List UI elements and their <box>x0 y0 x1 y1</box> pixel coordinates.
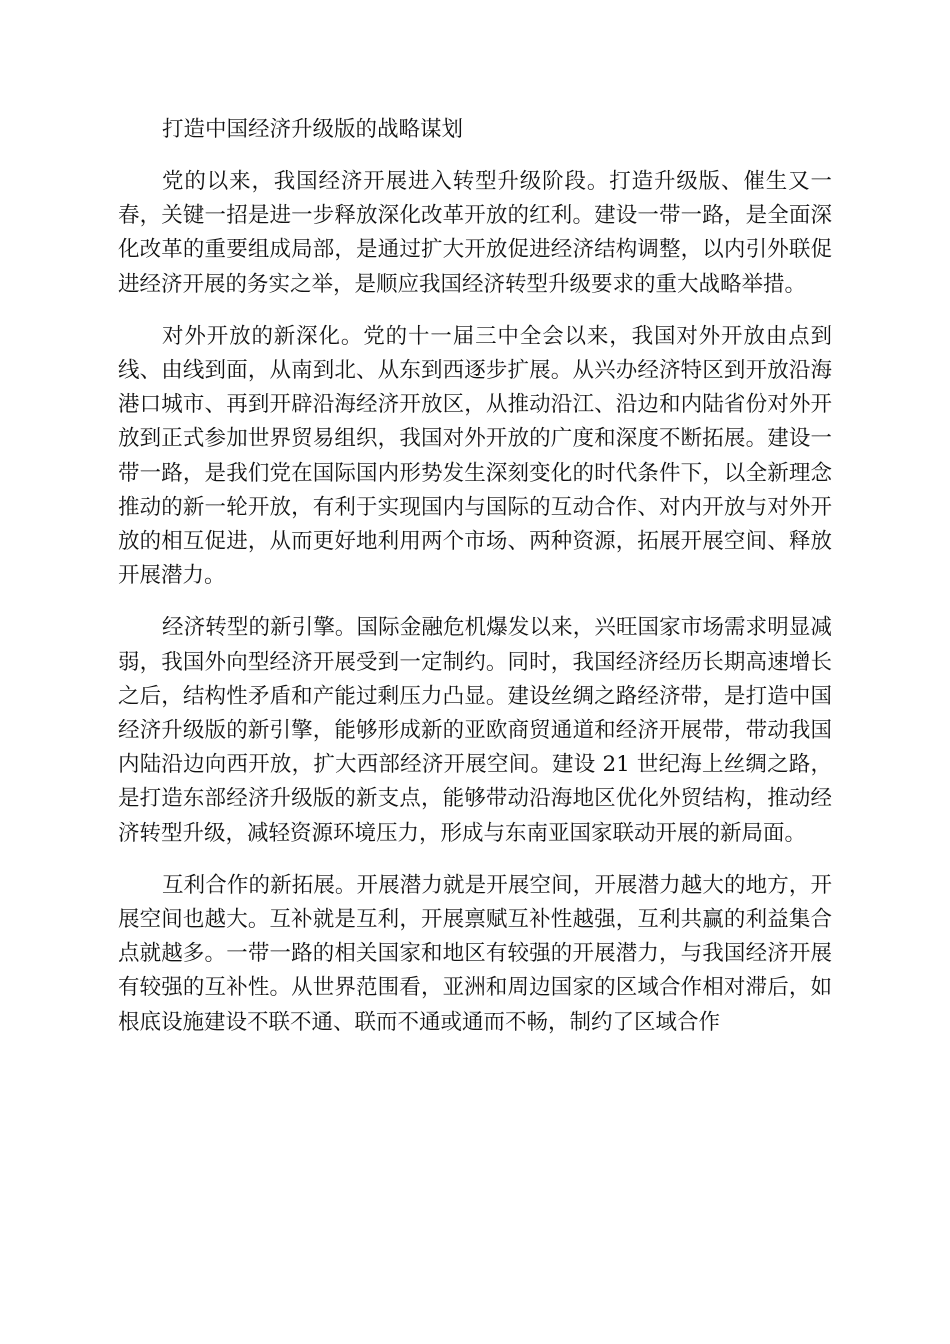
paragraph-opening-up: 对外开放的新深化。党的十一届三中全会以来，我国对外开放由点到线、由线到面，从南到北、从东到西逐步扩展。从兴办经济特区到开放沿海港口城市、再到开辟沿海经济开放区，从推动沿江、沿边和内陆省份对外开放到正式参加世界贸易组织，我国对外开放的广度和深度不断拓展。建设一带一路，是我们党在国际国内形势发生深刻变化的时代条件下，以全新理念推动的新一轮开放，有利于实现国内与国际的互动合作、对内开放与对外开放的相互促进，从而更好地利用两个市场、两种资源，拓展开展空间、释放开展潜力。 <box>118 323 832 589</box>
paragraph-economic-transformation: 经济转型的新引擎。国际金融危机爆发以来，兴旺国家市场需求明显减弱，我国外向型经济开展受到一定制约。同时，我国经济经历长期高速增长之后，结构性矛盾和产能过剩压力凸显。建设丝绸之路经济带，是打造中国经济升级版的新引擎，能够形成新的亚欧商贸通道和经济开展带，带动我国内陆沿边向西开放，扩大西部经济开展空间。建设 21 世纪海上丝绸之路，是打造东部经济升级版的新支点，能够带动沿海地区优化外贸结构，推动经济转型升级，减轻资源环境压力，形成与东南亚国家联动开展的新局面。 <box>118 615 832 846</box>
paragraph-mutual-cooperation: 互利合作的新拓展。开展潜力就是开展空间，开展潜力越大的地方，开展空间也越大。互补就是互利，开展禀赋互补性越强，互利共赢的利益集合点就越多。一带一路的相关国家和地区有较强的开展潜力，与我国经济开展有较强的互补性。从世界范围看，亚洲和周边国家的区域合作相对滞后，如根底设施建设不联不通、联而不通或通而不畅，制约了区域合作 <box>118 872 832 1035</box>
paragraph-intro: 党的以来，我国经济开展进入转型升级阶段。打造升级版、催生又一春，关键一招是进一步释放深化改革开放的红利。建设一带一路，是全面深化改革的重要组成局部，是通过扩大开放促进经济结构调整，以内引外联促进经济开展的务实之举，是顺应我国经济转型升级要求的重大战略举措。 <box>118 169 832 297</box>
document-title: 打造中国经济升级版的战略谋划 <box>162 117 464 142</box>
